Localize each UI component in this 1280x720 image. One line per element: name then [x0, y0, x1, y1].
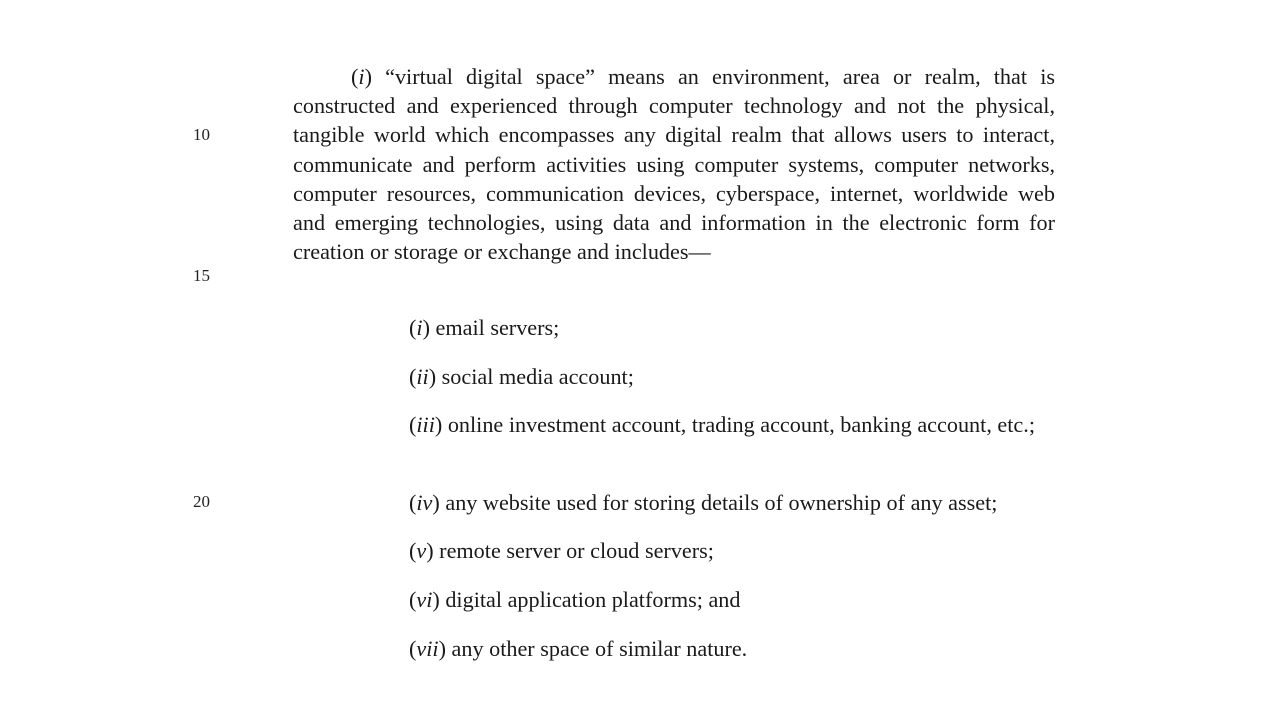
definition-open-paren: (: [351, 64, 359, 89]
list-item: (vi) digital application platforms; and: [409, 587, 741, 612]
list-item-label: vii: [416, 636, 439, 661]
list-item-label: vi: [416, 587, 433, 612]
list-item-text: ) social media account;: [428, 364, 634, 389]
list-item-text: ) digital application platforms; and: [432, 587, 741, 612]
list-item-text: ) online investment account, trading account, banking account, etc.;: [434, 412, 1035, 437]
definition-text: ) “virtual digital space” means an environment, area or realm, that is constructed and experienced through computer technology and not the physical, tangible world which encompasses any digital realm that allows users to interact, communicate and perform activities using computer systems, computer networks, computer resources, communication devices, cyberspace, internet, worldwide web and emerging technologies, using data and information in the electronic form for creation or storage or exchange and includes—: [293, 64, 1055, 265]
list-item-text: ) remote server or cloud servers;: [426, 538, 714, 563]
line-number: 20: [193, 492, 210, 511]
list-item-label: iv: [416, 490, 433, 515]
list-item: (i) email servers;: [409, 315, 560, 340]
list-item-text: ) any website used for storing details of ownership of any asset;: [432, 490, 998, 515]
list-item: (iii) online investment account, trading account, banking account, etc.;: [409, 412, 1035, 437]
list-item: (iv) any website used for storing details of ownership of any asset;: [409, 490, 998, 515]
list-item-label: i: [416, 315, 423, 340]
list-item: (ii) social media account;: [409, 364, 634, 389]
list-item: (v) remote server or cloud servers;: [409, 538, 714, 563]
list-item-text: ) any other space of similar nature.: [438, 636, 748, 661]
line-number: 15: [193, 266, 210, 285]
list-item-label: ii: [416, 364, 429, 389]
list-item-text: ) email servers;: [422, 315, 560, 340]
list-item: (vii) any other space of similar nature.: [409, 636, 748, 661]
definition-paragraph: [293, 62, 1055, 266]
line-number: 10: [193, 125, 210, 144]
list-item-label: v: [416, 538, 427, 563]
definition-label: i: [358, 64, 365, 89]
list-item-label: iii: [416, 412, 435, 437]
